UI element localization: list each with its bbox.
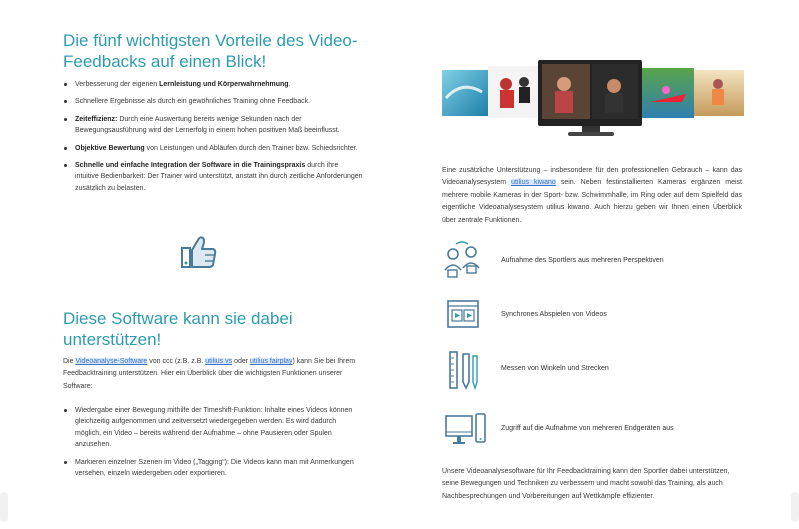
advantages-list	[63, 79, 363, 200]
feature-sync-playback	[442, 296, 742, 336]
heading-advantages: Die fünf wichtigsten Vorteile des Video-Feedbacks auf einen Blick!	[63, 31, 358, 71]
feature-label: Synchrones Abspielen von Videos	[501, 311, 607, 318]
list-item: Zeiteffizienz: Durch eine Auswertung bereits wenige Sekunden nach der Bewegungsausführung wird der Lernerfolg in einem hohen positiven Maß beeinflusst.	[63, 114, 363, 137]
ruler-pencil-icon	[442, 350, 482, 390]
closing-paragraph: Unsere Videoanalysesoftware für Ihr Feedbacktraining kann den Sportler dabei unterstützen, seine Bewegungen und Techniken zu verbessern und macht sowohl das Training, als auch Nachbesprechungen und Vorbereitungen auf Wettkämpfe effizienter.	[442, 468, 730, 500]
list-item: Schnellere Ergebnisse als durch ein gewöhnliches Training ohne Feedback.	[63, 96, 363, 107]
feature-label: Aufnahme des Sportlers aus mehreren Perspektiven	[501, 257, 664, 264]
heading-software: Diese Software kann sie dabei unterstützen!	[63, 309, 293, 349]
multi-perspective-users-icon	[442, 240, 482, 280]
software-intro: Die Videoanalyse-Software von ccc (z.B. z.B. utilius vs oder utilius fairplay) kann Sie bei Ihrem Feedbacktraining unterstützen. Hier ein Überblick über die wichtigsten Funktionen unserer Software:	[63, 358, 356, 390]
link-utilius-kiwano[interactable]: utilius kiwano	[511, 179, 556, 187]
feature-label: Messen von Winkeln und Strecken	[501, 365, 609, 372]
kiwano-paragraph: Eine zusätzliche Unterstützung – insbesondere für den professionellen Gebrauch – kann das Videoanalysesystem utilius kiwano sein. Neben festinstallierten Kameras ergänzen meist mehrere mobile Kameras in der Sport- bzw. Schwimmhalle, im Ring oder auf dem Spielfeld das eigentliche Videoanalysesystem utilius kiwano. Auch hierzu geben wir Ihnen einen Überblick über zentrale Funktionen.	[442, 167, 742, 224]
thumbs-up-icon	[180, 234, 218, 270]
feature-perspectives	[442, 240, 742, 280]
list-item: Schnelle und einfache Integration der Software in die Trainingspraxis durch ihre intuitive Bedienbarkeit: Der Trainer wird unterstützt, anstatt ihn durch zeitliche Anforderungen zusätzlich zu belasten.	[63, 160, 363, 194]
page-edge	[0, 492, 8, 522]
list-item: Wiedergabe einer Bewegung mithilfe der Timeshift-Funktion: Inhalte eines Videos können gleichzeitig aufgenommen und zeitversetzt wiedergegeben werden. Es wird dadurch möglich, ein Video – bereits während der Aufnahme – ohne Pausieren oder Spulen anzusehen.	[63, 405, 363, 451]
feature-label: Zugriff auf die Aufnahme von mehreren Endgeräten aus	[501, 425, 674, 432]
feature-measure	[442, 350, 742, 390]
video-player-icon	[442, 296, 482, 336]
feature-devices	[442, 410, 742, 450]
right-page	[400, 0, 799, 529]
link-videoanalyse-software[interactable]: Videoanalyse-Software	[75, 358, 148, 365]
page-edge	[791, 492, 799, 522]
list-item: Verbesserung der eigenen Lernleistung und Körperwahrnehmung.	[63, 79, 363, 90]
left-page	[0, 0, 399, 529]
link-utilius-fairplay[interactable]: utilius fairplay	[250, 358, 293, 365]
list-item: Objektive Bewertung von Leistungen und Abläufen durch den Trainer bzw. Schiedsrichter.	[63, 143, 363, 154]
devices-icon	[442, 410, 490, 450]
list-item: Markieren einzelner Szenen im Video („Tagging“): Die Videos kann man mit Anmerkungen versehen, einzeln wiedergeben oder exportieren.	[63, 457, 363, 480]
link-utilius-vs[interactable]: utilius vs	[205, 358, 233, 365]
software-features-list	[63, 405, 363, 485]
monitor-collage-image	[442, 58, 744, 140]
